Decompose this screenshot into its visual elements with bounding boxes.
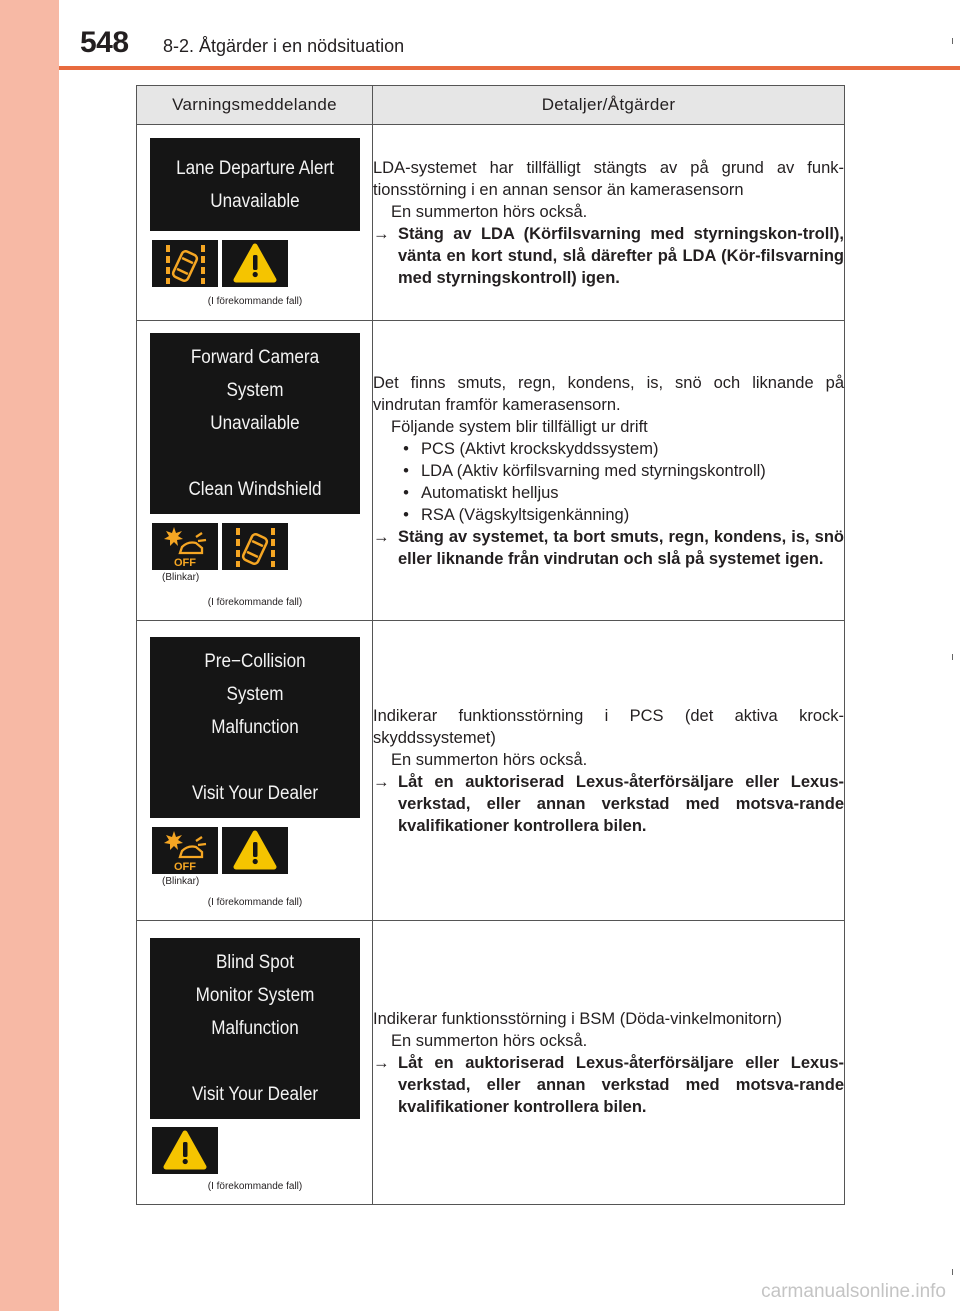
display-line: Pre−Collision: [204, 651, 306, 672]
arrow-icon: →: [373, 1053, 390, 1072]
details-action: → Stäng av systemet, ta bort smuts, regn, kondens, is, snö eller liknande från vindrutan och slå på systemet igen.: [373, 527, 844, 568]
table-row: [137, 125, 845, 321]
crop-mark: [952, 1269, 953, 1275]
details-action: → Stäng av LDA (Körfilsvarning med styrningskon-troll), vänta en kort stund, slå därefter på LDA (Kör-filsvarning med styrningskontroll) igen.: [373, 224, 844, 287]
multi-info-display: [150, 637, 360, 818]
applicability-note: (I förekommande fall): [207, 1181, 303, 1192]
blink-label: (Blinkar): [162, 876, 200, 887]
details-cell: [373, 125, 845, 321]
warning-message-cell: [137, 621, 373, 921]
warning-table: [136, 85, 845, 1205]
warning-icon: [152, 1127, 218, 1174]
details-action: → Låt en auktoriserad Lexus-återförsäljare eller Lexus-verkstad, eller annan verkstad med motsva-rande kvalifikationer kontrollera bilen.: [373, 772, 844, 835]
arrow-icon: →: [373, 224, 390, 243]
arrow-icon: →: [373, 527, 390, 546]
warning-message-cell: [137, 321, 373, 621]
display-spacer: [150, 440, 360, 473]
details-bullet: • RSA (Vägskyltsigenkänning): [373, 504, 844, 526]
display-line: Blind Spot: [216, 952, 294, 973]
display-spacer: [150, 744, 360, 777]
applicability-note: (I förekommande fall): [207, 597, 303, 608]
details-intro: Det finns smuts, regn, kondens, is, snö och liknande på vindrutan framför kamerasensorn.: [373, 373, 844, 414]
page-number: 548: [80, 26, 129, 59]
details-sub: Följande system blir tillfälligt ur drift: [391, 417, 648, 436]
display-line: Forward Camera: [190, 347, 320, 368]
details-bullet: • Automatiskt helljus: [373, 482, 844, 504]
multi-info-display: [150, 138, 360, 231]
lane-departure-icon: [152, 240, 218, 287]
crop-mark: [952, 654, 953, 660]
warning-icon: [222, 240, 288, 287]
warning-message-cell: [137, 125, 373, 321]
pcs-off-icon: [152, 523, 218, 570]
display-line: Unavailable: [210, 190, 300, 212]
side-strip: [0, 0, 59, 1311]
arrow-icon: →: [373, 772, 390, 791]
details-cell: [373, 921, 845, 1205]
crop-mark: [952, 38, 953, 44]
watermark: carmanualsonline.info: [761, 1281, 946, 1302]
header-rule: [59, 66, 960, 70]
column-header-message: Varningsmeddelande: [137, 86, 373, 125]
details-intro: Indikerar funktionsstörning i PCS (det aktiva krock-skyddssystemet): [373, 706, 844, 747]
display-line: Visit Your Dealer: [191, 1084, 319, 1105]
details-cell: [373, 321, 845, 621]
pcs-off-icon: [152, 827, 218, 874]
details-sub: En summerton hörs också.: [391, 750, 588, 769]
table-row: [137, 621, 845, 921]
display-line: System: [226, 380, 284, 401]
display-line: System: [226, 684, 284, 705]
lane-departure-icon: [222, 523, 288, 570]
display-line: Monitor System: [195, 985, 315, 1006]
display-line: Lane Departure Alert: [176, 157, 334, 179]
display-line: Malfunction: [211, 1018, 299, 1039]
details-sub: En summerton hörs också.: [391, 202, 588, 221]
multi-info-display: [150, 938, 360, 1119]
table-row: [137, 921, 845, 1205]
multi-info-display: [150, 333, 360, 514]
details-intro: LDA-systemet har tillfälligt stängts av på grund av funk-tionsstörning i en annan sensor än kamerasensorn: [373, 158, 844, 199]
display-spacer: [150, 1045, 360, 1078]
display-line: Malfunction: [211, 717, 299, 738]
details-bullet: • PCS (Aktivt krockskyddssystem): [373, 438, 844, 460]
details-action: → Låt en auktoriserad Lexus-återförsäljare eller Lexus-verkstad, eller annan verkstad med motsva-rande kvalifikationer kontrollera bilen.: [373, 1053, 844, 1116]
display-line: Clean Windshield: [188, 479, 322, 500]
details-bullet: • LDA (Aktiv körfilsvarning med styrningskontroll): [373, 460, 844, 482]
blink-label: (Blinkar): [162, 572, 200, 583]
warning-icon: [222, 827, 288, 874]
details-intro: Indikerar funktionsstörning i BSM (Döda-vinkelmonitorn): [373, 1009, 783, 1028]
details-sub: En summerton hörs också.: [391, 1031, 588, 1050]
applicability-note: (I förekommande fall): [207, 296, 303, 307]
display-line: Visit Your Dealer: [191, 783, 319, 804]
table-row: [137, 321, 845, 621]
table-header-row: [137, 86, 845, 125]
column-header-details: Detaljer/Åtgärder: [373, 86, 845, 125]
display-line: Unavailable: [210, 413, 300, 434]
section-title: 8-2. Åtgärder i en nödsituation: [163, 36, 405, 56]
details-cell: [373, 621, 845, 921]
warning-message-cell: [137, 921, 373, 1205]
applicability-note: (I förekommande fall): [207, 897, 303, 908]
